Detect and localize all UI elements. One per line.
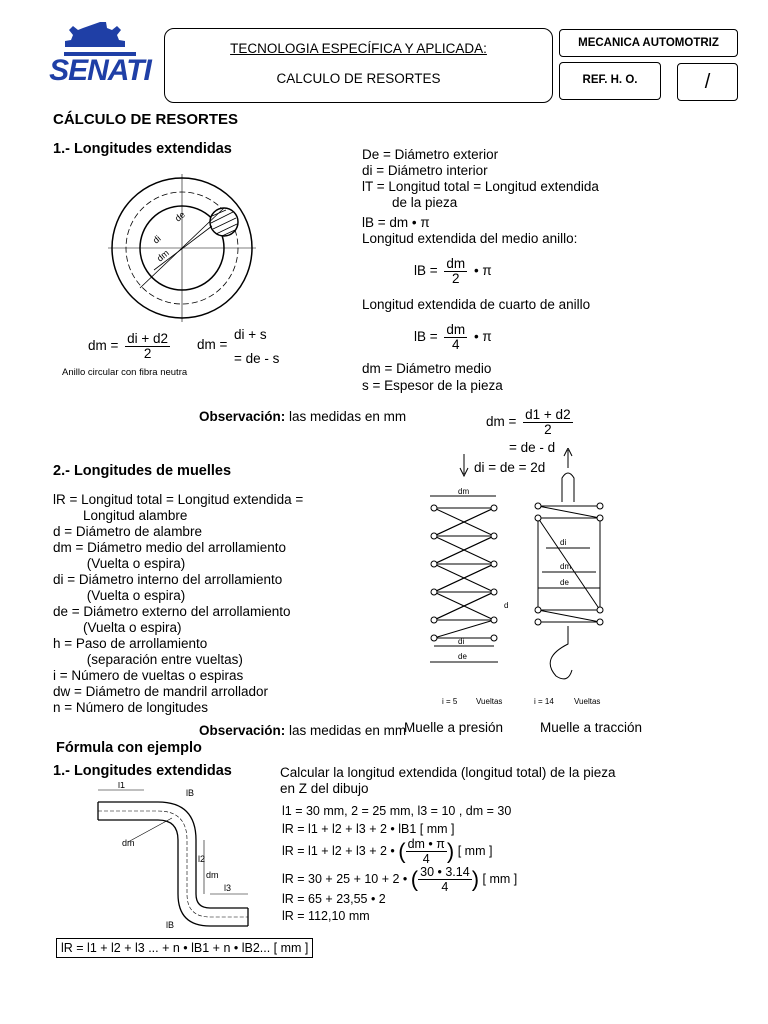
- section2-heading: 2.- Longitudes de muelles: [53, 463, 232, 479]
- f1-den: 2: [143, 345, 152, 361]
- header-line1: TECNOLOGIA ESPECÍFICA Y APLICADA:: [230, 41, 487, 56]
- spring-label-dm: dm: [458, 487, 470, 496]
- ex4-num: 30 • 3.14: [420, 865, 470, 880]
- caption-press: Muelle a presión: [404, 720, 504, 735]
- def-di: di = Diámetro interior: [362, 163, 488, 178]
- formula-dm-3-c: di = de = 2d: [474, 460, 546, 475]
- ex4-den: 4: [441, 880, 449, 895]
- header-title-box: [164, 28, 553, 103]
- page-slot: /: [704, 71, 711, 93]
- section2-list: [53, 492, 303, 716]
- formula-dm-3: [486, 405, 576, 439]
- spring-vueltas-1: Vueltas: [476, 697, 503, 706]
- ref-label: REF. H. O.: [582, 74, 638, 86]
- area-label: MECANICA AUTOMOTRIZ: [578, 37, 719, 49]
- example-title: Fórmula con ejemplo: [56, 740, 202, 756]
- z-label-l3: l3: [224, 883, 232, 893]
- svg-text:de: de: [172, 209, 187, 224]
- s2-item-6: (Vuelta o espira): [53, 588, 186, 603]
- obs2-bold: Observación:: [199, 723, 286, 738]
- f1-lhs: dm =: [88, 338, 119, 353]
- tension-label-de: de: [560, 578, 569, 587]
- ref-box: [559, 62, 661, 100]
- formula-dm-2-b: = de - s: [234, 351, 280, 366]
- def-lt-2: de la pieza: [392, 195, 458, 210]
- obs1-text: las medidas en mm: [285, 409, 407, 424]
- senati-logo: [44, 18, 156, 90]
- example-line-3: lR = l1 + l2 + l3 + 2 • ( $\frac{dm • \pi}{4}$ ) [ mm ]: [282, 837, 493, 867]
- section1-defs: [362, 147, 599, 247]
- z-label-dm-2: dm: [206, 870, 219, 880]
- spring-i14: i = 14: [534, 697, 554, 706]
- example-line-5: lR = 65 + 23,55 • 2: [282, 892, 386, 906]
- observation-1: [199, 409, 406, 424]
- tension-label-dm: dm: [560, 562, 572, 571]
- svg-text:dm: dm: [154, 247, 171, 264]
- ex3-a: lR = l1 + l2 + l3 + 2 •: [282, 844, 395, 858]
- lbq-lhs: lB =: [414, 329, 438, 344]
- example-heading: 1.- Longitudes extendidas: [53, 763, 232, 779]
- s2-item-2: d = Diámetro de alambre: [53, 524, 202, 539]
- example-line-6: lR = 112,10 mm: [282, 909, 370, 923]
- ex4-a: lR = 30 + 25 + 10 + 2 •: [282, 872, 408, 886]
- f3-lhs: dm =: [486, 414, 517, 429]
- formula-dm-2-a: di + s: [234, 327, 267, 342]
- task-line-2: en Z del dibujo: [280, 781, 369, 796]
- z-label-l1: l1: [118, 782, 126, 790]
- spring-label-de: de: [458, 652, 467, 661]
- boxed-formula: lR = l1 + l2 + l3 ... + n • lB1 + n • lB2... [ mm ]: [56, 938, 313, 958]
- s2-item-1: Longitud alambre: [53, 508, 188, 523]
- def-dm: dm = Diámetro medio: [362, 361, 492, 376]
- s2-item-12: dw = Diámetro de mandril arrollador: [53, 684, 268, 699]
- formula-lb-half: [414, 254, 492, 288]
- def-half: Longitud extendida del medio anillo:: [362, 231, 578, 246]
- ex4-b: [ mm ]: [482, 872, 518, 886]
- formula-dm-3-b: = de - d: [509, 440, 556, 455]
- z-label-dm: dm: [122, 838, 135, 848]
- obs2-text: las medidas en mm: [285, 723, 407, 738]
- example-line-2: lR = l1 + l2 + l3 + 2 • lB1 [ mm ]: [282, 822, 455, 836]
- def-de: De = Diámetro exterior: [362, 147, 499, 162]
- ring-diagram: [104, 170, 264, 330]
- lbq-den: 4: [452, 336, 460, 352]
- def-lt: lT = Longitud total = Longitud extendida: [362, 179, 599, 194]
- example-line-1: l1 = 30 mm, 2 = 25 mm, l3 = 10 , dm = 30: [282, 804, 512, 818]
- springs-diagram: [410, 448, 630, 710]
- lbh-lhs: lB =: [414, 263, 438, 278]
- s2-item-13: n = Número de longitudes: [53, 700, 208, 715]
- lbh-num: dm: [446, 255, 466, 271]
- task-line-1: Calcular la longitud extendida (longitud total) de la pieza: [280, 765, 616, 780]
- def-lb: lB = dm • π: [362, 215, 430, 230]
- ring-caption: Anillo circular con fibra neutra: [62, 367, 188, 378]
- spring-label-di: di: [458, 637, 465, 646]
- lbh-den: 2: [452, 270, 460, 286]
- spring-label-d: d: [504, 601, 509, 610]
- spring-vueltas-2: Vueltas: [574, 697, 601, 706]
- s2-item-4: (Vuelta o espira): [53, 556, 186, 571]
- z-label-l2: l2: [198, 854, 206, 864]
- formula-dm-1: [88, 330, 173, 362]
- header-line2: CALCULO DE RESORTES: [276, 71, 441, 86]
- s2-item-8: (Vuelta o espira): [53, 620, 182, 635]
- ex3-num: dm • π: [407, 837, 445, 852]
- f1-num: di + d2: [127, 330, 169, 346]
- observation-2: [199, 723, 406, 738]
- s2-item-9: h = Paso de arrollamiento: [53, 636, 208, 651]
- logo-text: SENATI: [49, 54, 151, 87]
- lbq-num: dm: [446, 321, 466, 337]
- s2-item-10: (separación entre vueltas): [53, 652, 243, 667]
- page-title: CÁLCULO DE RESORTES: [53, 111, 239, 128]
- z-label-lb-bot: lB: [166, 920, 175, 930]
- s2-item-5: di = Diámetro interno del arrollamiento: [53, 572, 283, 587]
- section1-heading: 1.- Longitudes extendidas: [53, 141, 232, 157]
- s2-item-0: lR = Longitud total = Longitud extendida =: [53, 492, 304, 507]
- caption-trac: Muelle a tracción: [540, 720, 643, 735]
- ex3-den: 4: [422, 852, 430, 867]
- z-label-lb-top: lB: [186, 788, 195, 798]
- f3-den: 2: [544, 421, 552, 437]
- s2-item-11: i = Número de vueltas o espiras: [53, 668, 244, 683]
- page-box: [677, 63, 738, 101]
- lbh-rhs: • π: [473, 263, 492, 278]
- lbq-rhs: • π: [473, 329, 492, 344]
- formula-dm-2-lhs: dm =: [197, 337, 228, 352]
- ex3-b: [ mm ]: [457, 844, 493, 858]
- f3-num: d1 + d2: [525, 406, 571, 422]
- obs1-bold: Observación:: [199, 409, 286, 424]
- s2-item-3: dm = Diámetro medio del arrollamiento: [53, 540, 286, 555]
- z-piece-diagram: [88, 782, 268, 932]
- svg-text:di: di: [150, 233, 163, 246]
- example-line-4: lR = 30 + 25 + 10 + 2 • ( $\frac{30 • 3.14}{4}$ ) [ mm ]: [282, 865, 518, 895]
- spring-i5: i = 5: [442, 697, 458, 706]
- s2-item-7: de = Diámetro externo del arrollamiento: [53, 604, 291, 619]
- tension-label-di: di: [560, 538, 567, 547]
- area-box: [559, 29, 738, 57]
- formula-lb-quarter: [414, 320, 492, 354]
- def-s: s = Espesor de la pieza: [362, 378, 503, 393]
- quarter-label: Longitud extendida de cuarto de anillo: [362, 297, 591, 312]
